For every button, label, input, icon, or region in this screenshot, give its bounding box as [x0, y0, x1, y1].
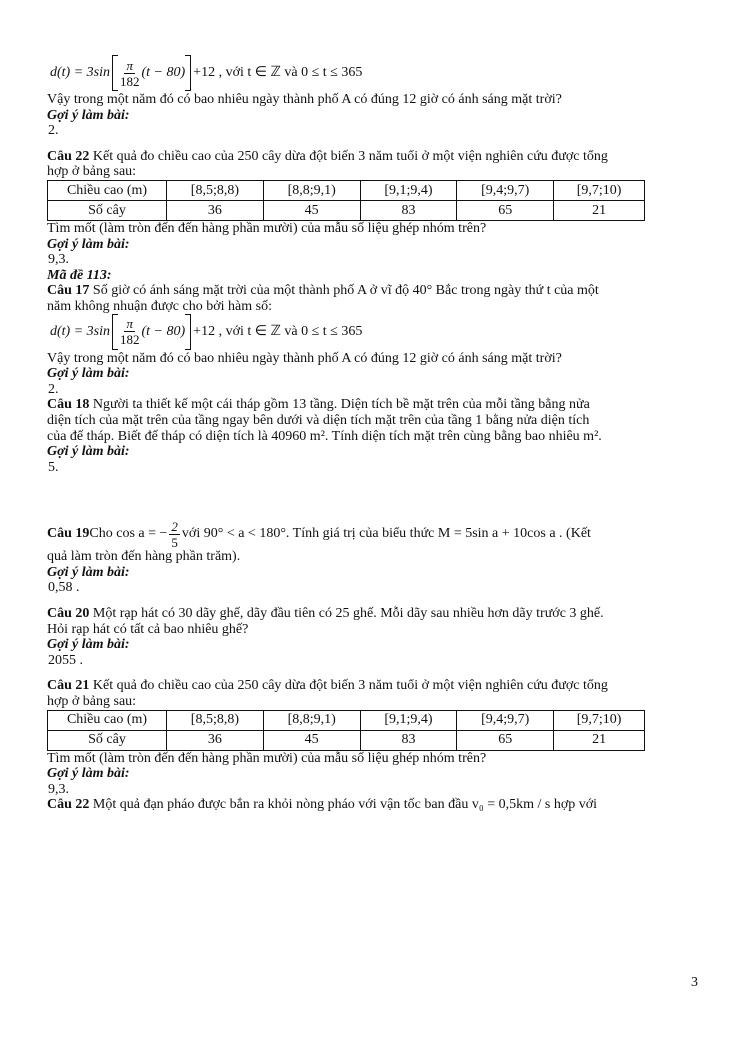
table-cell: [9,1;9,4) [360, 180, 457, 200]
formula-inner: (t − 80) [141, 65, 186, 81]
question-21-line2: hợp ở bảng sau: [47, 694, 137, 710]
q19-numerator: 2 [171, 518, 178, 534]
question-19 [47, 519, 702, 549]
formula-pi: π [126, 316, 133, 332]
formula-inner: (t − 80) [141, 323, 186, 339]
formula-denominator: 182 [120, 332, 140, 348]
table-cell: [9,4;9,7) [457, 180, 554, 200]
table-cell: 65 [457, 200, 554, 220]
document-page [47, 56, 702, 813]
answer-20: 2055 . [48, 652, 83, 668]
table-cell: [9,7;10) [554, 180, 645, 200]
formula-lhs: d(t) = 3sin [50, 323, 110, 339]
formula-fraction [120, 59, 140, 88]
question-text: Một quả đạn pháo được bắn ra khỏi nòng pháo với vận tốc ban đầu v₀ = 0,5km / s hợp với [89, 797, 598, 813]
answer-sunlight-a: 2. [48, 123, 59, 139]
question-17 [47, 283, 702, 299]
answer-mode-b: 9,3. [48, 781, 69, 797]
hint-label: Gợi ý làm bài: [47, 444, 130, 460]
question-sunlight-a: Vậy trong một năm đó có bao nhiêu ngày thành phố A có đúng 12 giờ có ánh sáng mặt trời? [47, 92, 562, 107]
question-label: Câu 17 [47, 283, 90, 299]
height-table-b [47, 710, 645, 751]
height-table-a [47, 180, 645, 221]
exam-code: Mã đề 113: [47, 267, 112, 283]
answer-sunlight-b: 2. [48, 381, 59, 397]
table-header-count: Số cây [48, 730, 167, 750]
question-text: Một rạp hát có 30 dãy ghế, dãy đầu tiên có 25 ghế. Mỗi dãy sau nhiều hơn dãy trước 3 ghế. [89, 606, 604, 622]
table-row [48, 710, 645, 730]
hint-label: Gợi ý làm bài: [47, 236, 130, 252]
table-cell: 45 [263, 730, 360, 750]
question-22a-line2: hợp ở bảng sau: [47, 164, 137, 180]
hint-label: Gợi ý làm bài: [47, 107, 130, 123]
question-mode-b: Tìm mốt (làm tròn đến đến hàng phần mười) của mẫu số liệu ghép nhóm trên? [47, 750, 487, 766]
formula-rhs: +12 , với t ∈ ℤ và 0 ≤ t ≤ 365 [193, 65, 363, 81]
question-label: Câu 22 [47, 148, 90, 164]
question-text: Cho cos a = − [89, 526, 168, 542]
question-19-line2: quả làm tròn đến hàng phần trăm). [47, 549, 241, 565]
answer-19: 0,58 . [48, 580, 80, 596]
table-header-height: Chiều cao (m) [48, 710, 167, 730]
table-cell: [9,1;9,4) [360, 710, 457, 730]
left-bracket [112, 55, 118, 91]
question-18-line2: diện tích của mặt trên của tầng ngay bên dưới và diện tích mặt trên của tầng 1 bằng nửa diện tích [47, 412, 590, 428]
formula-rhs: +12 , với t ∈ ℤ và 0 ≤ t ≤ 365 [193, 323, 363, 339]
table-cell: 21 [554, 200, 645, 220]
question-label: Câu 18 [47, 397, 90, 413]
question-mode-a: Tìm mốt (làm tròn đến đến hàng phần mười) của mẫu số liệu ghép nhóm trên? [47, 220, 487, 236]
left-bracket [112, 314, 118, 350]
question-17-line2: năm không nhuận được cho bởi hàm số: [47, 298, 272, 314]
question-label: Câu 22 [47, 797, 90, 813]
question-22a [47, 149, 702, 165]
hint-label: Gợi ý làm bài: [47, 766, 130, 782]
formula-denominator: 182 [120, 73, 140, 89]
table-row [48, 180, 645, 200]
question-18-line3: của đế tháp. Biết đế tháp có diện tích là 40960 m². Tính diện tích mặt trên cùng bằng bao nhiêu m². [47, 428, 602, 444]
table-cell: [8,8;9,1) [263, 180, 360, 200]
question-22b [47, 797, 702, 813]
question-18 [47, 397, 702, 413]
table-cell: 65 [457, 730, 554, 750]
sunlight-formula [50, 315, 702, 349]
right-bracket [185, 314, 191, 350]
formula-pi: π [126, 57, 133, 73]
table-header-count: Số cây [48, 200, 167, 220]
answer-mode-a: 9,3. [48, 252, 69, 268]
table-row [48, 200, 645, 220]
table-header-height: Chiều cao (m) [48, 180, 167, 200]
table-cell: 36 [167, 730, 264, 750]
table-cell: 21 [554, 730, 645, 750]
page-number: 3 [691, 975, 698, 990]
table-cell: [9,4;9,7) [457, 710, 554, 730]
hint-label: Gợi ý làm bài: [47, 366, 130, 382]
question-text: Người ta thiết kế một cái tháp gồm 13 tầng. Diện tích bề mặt trên của mỗi tầng bằng nửa [89, 397, 590, 413]
table-row [48, 730, 645, 750]
formula-fraction [120, 317, 140, 346]
right-bracket [185, 55, 191, 91]
question-21 [47, 678, 702, 694]
question-label: Câu 20 [47, 606, 90, 622]
question-20-line2: Hỏi rạp hát có tất cả bao nhiêu ghế? [47, 621, 249, 637]
answer-18: 5. [48, 459, 59, 475]
question-text: Kết quả đo chiều cao của 250 cây dừa đột biến 3 năm tuổi ở một viện nghiên cứu được tổng [89, 148, 608, 164]
q19-denominator: 5 [171, 534, 178, 550]
question-20 [47, 606, 702, 622]
table-cell: [8,5;8,8) [167, 180, 264, 200]
hint-label: Gợi ý làm bài: [47, 564, 130, 580]
table-cell: [8,8;9,1) [263, 710, 360, 730]
question-label: Câu 21 [47, 678, 90, 694]
question-text: Số giờ có ánh sáng mặt trời của một thành phố A ở vĩ độ 40° Bắc trong ngày thứ t của một [89, 283, 599, 299]
table-cell: [9,7;10) [554, 710, 645, 730]
sunlight-formula [50, 56, 702, 90]
question-label: Câu 19 [47, 526, 90, 542]
question-text: Kết quả đo chiều cao của 250 cây dừa đột biến 3 năm tuổi ở một viện nghiên cứu được tổng [89, 678, 608, 694]
hint-label: Gợi ý làm bài: [47, 637, 130, 653]
table-cell: 83 [360, 200, 457, 220]
table-cell: 45 [263, 200, 360, 220]
question-sunlight-b: Vậy trong một năm đó có bao nhiêu ngày thành phố A có đúng 12 giờ có ánh sáng mặt trời? [47, 350, 562, 366]
q19-fraction [169, 520, 180, 549]
table-cell: 83 [360, 730, 457, 750]
question-text: với 90° < a < 180°. Tính giá trị của biểu thức M = 5sin a + 10cos a . (Kết [181, 526, 591, 542]
table-cell: 36 [167, 200, 264, 220]
formula-lhs: d(t) = 3sin [50, 65, 110, 81]
table-cell: [8,5;8,8) [167, 710, 264, 730]
